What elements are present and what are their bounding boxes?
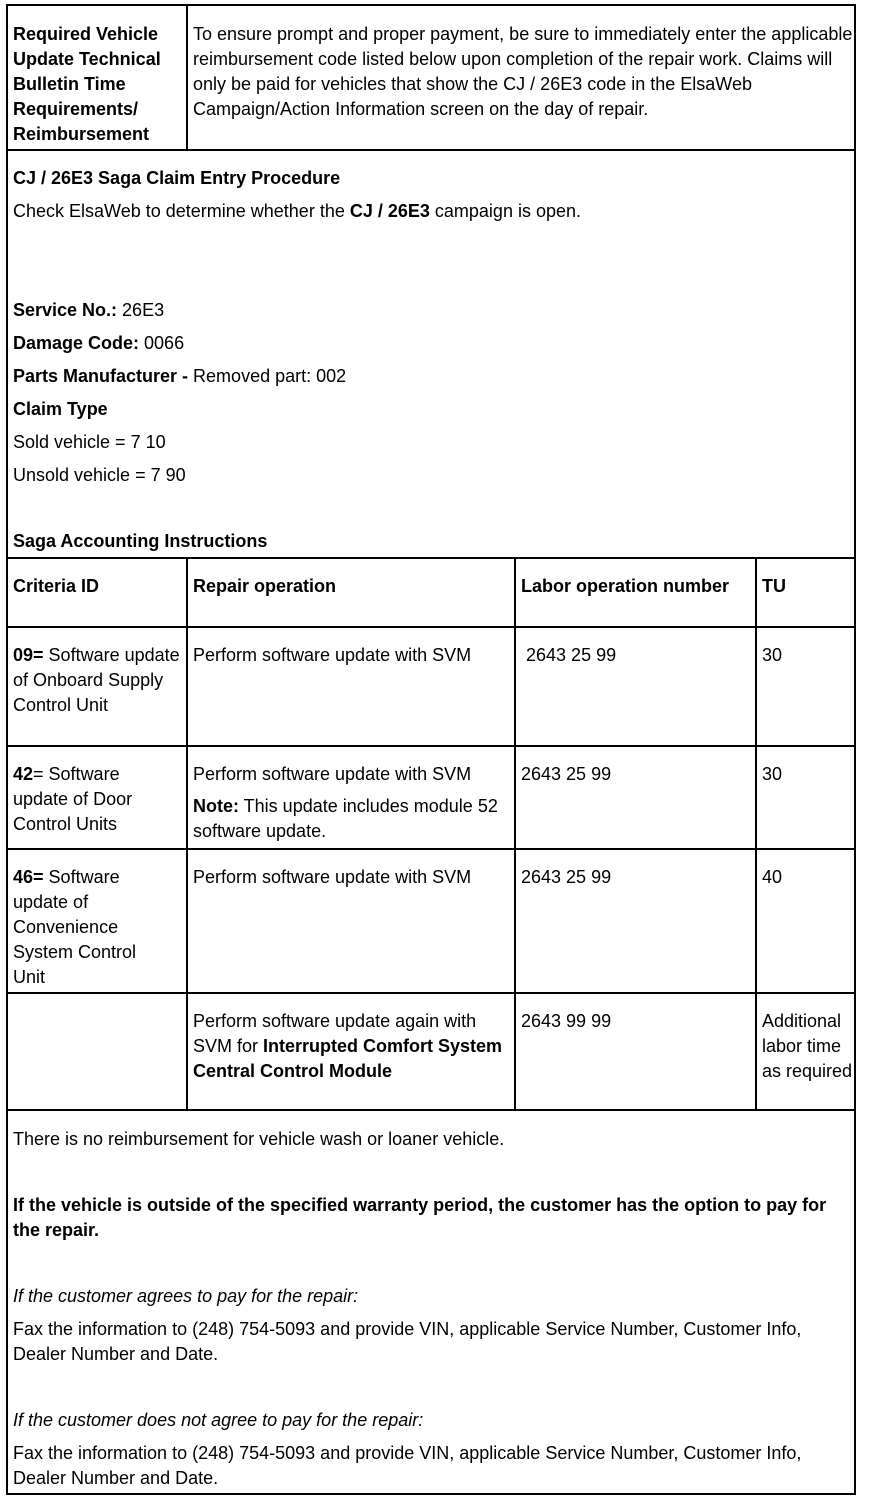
warranty-note: If the vehicle is outside of the specified warranty period, the customer has the option to pay for the repair. [13,1195,832,1240]
row2-labor: 2643 25 99 [521,764,612,784]
agree-heading: If the customer agrees to pay for the repair: [13,1286,359,1306]
procedure-title: CJ / 26E3 Saga Claim Entry Procedure [13,168,341,188]
parts-manufacturer [13,364,346,389]
agree-fax-instructions: Fax the information to (248) 754-5093 and provide VIN, applicable Service Number, Customer Info, Dealer Number and Date. [13,1319,807,1364]
header-left-title: Required Vehicle Update Technical Bulletin Time Requirements/ Reimbursement [13,24,166,144]
row1-labor: 2643 25 99 [521,645,617,665]
row3-labor: 2643 25 99 [521,867,612,887]
th-repair-operation: Repair operation [193,576,337,596]
table-header-bottom [8,626,854,628]
row1-id: 09= [13,645,44,665]
check-campaign: CJ / 26E3 [349,201,430,221]
row2-desc: = Software update of Door Control Units [13,764,138,834]
th-criteria-id: Criteria ID [13,576,100,596]
row1-desc: Software update of Onboard Supply Control Unit [13,645,185,715]
disagree-fax-instructions: Fax the information to (248) 754-5093 and provide VIN, applicable Service Number, Customer Info, Dealer Number and Date. [13,1443,807,1488]
row2-id: 42 [13,764,34,784]
row4-labor: 2643 99 99 [521,1011,612,1031]
check-post: campaign is open. [429,201,581,221]
saga-accounting-title: Saga Accounting Instructions [13,531,268,551]
row4-operation [193,1009,511,1084]
service-number [13,298,164,323]
service-value: 26E3 [117,300,165,320]
header-right-text: To ensure prompt and proper payment, be sure to immediately enter the applicable reimbursement code listed below upon completion of the repair work. Claims will only be paid for vehicles that show the CJ / 26E3 code in the ElsaWeb Campaign/Action Information screen on the day of repair. [193,24,858,119]
row2-criteria [13,762,163,837]
row2-note-text: This update includes module 52 software update. [193,796,503,841]
row2-tu: 30 [762,764,783,784]
no-reimbursement-note: There is no reimbursement for vehicle wash or loaner vehicle. [13,1129,505,1149]
row1-bottom [8,745,854,747]
parts-value: Removed part: 002 [188,366,347,386]
claim-unsold: Unsold vehicle = 7 90 [13,465,186,485]
row2-bottom [8,848,854,850]
row4-op-pre: Perform software update again with SVM for [193,1011,482,1056]
claim-type-label: Claim Type [13,399,108,419]
row3-tu: 40 [762,867,783,887]
row3-id: 46= [13,867,44,887]
parts-label: Parts Manufacturer - [13,366,189,386]
row1-operation: Perform software update with SVM [193,645,472,665]
damage-label: Damage Code: [13,333,140,353]
table-col-divider-2 [514,557,516,1110]
row3-criteria [13,865,163,990]
claim-sold: Sold vehicle = 7 10 [13,432,166,452]
check-pre: Check ElsaWeb to determine whether the [13,201,350,221]
row3-desc: Software update of Convenience System Control Unit [13,867,142,987]
table-top-border [8,557,854,559]
header-bottom-border [8,149,854,151]
row1-criteria [13,643,183,718]
row2-note [193,794,511,844]
procedure-check [13,199,843,224]
service-label: Service No.: [13,300,118,320]
row1-tu: 30 [762,645,783,665]
table-col-divider-1 [186,557,188,1110]
header-divider [186,6,188,151]
row3-bottom [8,992,854,994]
bulletin-document [6,4,856,1495]
th-tu: TU [762,576,786,596]
table-col-divider-3 [755,557,757,1110]
row2-note-label: Note: [193,796,239,816]
row2-operation: Perform software update with SVM [193,764,472,784]
disagree-heading: If the customer does not agree to pay for the repair: [13,1410,424,1430]
row4-tu: Additional labor time as required [762,1011,853,1081]
th-labor-operation: Labor operation number [521,576,730,596]
damage-code [13,331,184,356]
row3-operation: Perform software update with SVM [193,867,472,887]
row4-op-bold: Interrupted Comfort System Central Control Module [193,1036,508,1081]
damage-value: 0066 [139,333,185,353]
table-bottom-border [8,1109,854,1111]
